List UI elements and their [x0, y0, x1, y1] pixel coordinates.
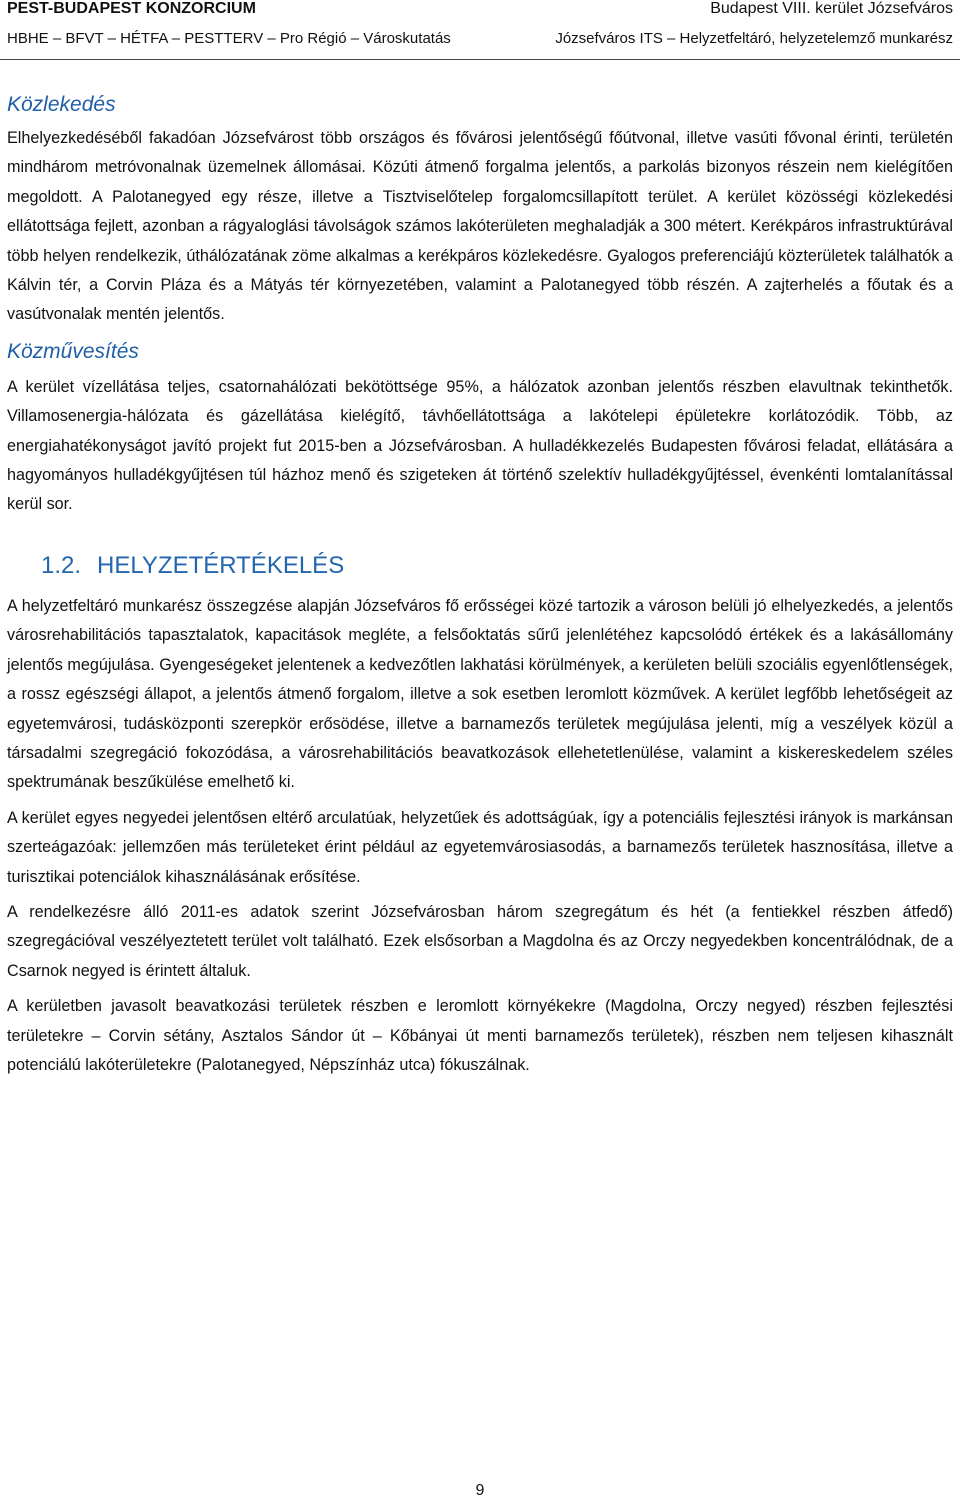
- header-row-top: [7, 0, 953, 18]
- page-content: [7, 90, 953, 1080]
- section-heading-kozlekedes: Közlekedés: [7, 93, 116, 116]
- header-divider: [0, 59, 960, 60]
- paragraph-helyzet-2: A kerület egyes negyedei jelentősen eltérő arculatúak, helyzetűek és adottságúak, így a potenciális fejlesztési irányok is markánsan szerteágazóak: jellemzően más területeket érint például az egyetemvárosiasodás, a barnamezős területek hasznosítása, illetve a turisztikai potenciálok kihasználásának erősítése.: [7, 808, 953, 886]
- paragraph-kozlekedes: Elhelyezkedéséből fakadóan Józsefvárost több országos és fővárosi jelentőségű főútvonal, illetve vasúti fővonal érinti, területén mindhárom metróvonalnak üzemelnek állomásai. Közúti átmenő forgalma jelentős, a parkolás bizonyos részein nem kielégítően megoldott. A Palotanegyed egy része, illetve a Tisztviselőtelep forgalomcsillapított terület. A kerület közösségi közlekedési ellátottsága fejlett, azonban a rágyaloglási távolságok számos lakóterületen meghaladják a 300 métert. Kerékpáros infrastruktúrával több helyen rendelkezik, úthálózatának zöme alkalmas a kerékpáros közlekedésre. Gyalogos preferenciájú közterületek találhatók a Kálvin tér, a Corvin Pláza és a Mátyás tér környezetében, valamint a Palotanegyed több részén. A zajterhelés a főutak és a vasútvonalak mentén jelentős.: [7, 129, 953, 324]
- header-partners: HBHE – BFVT – HÉTFA – PESTTERV – Pro Régió – Városkutatás: [7, 30, 451, 47]
- section-heading-kozmuvesites: Közművesítés: [7, 339, 139, 363]
- header-place: Budapest VIII. kerület Józsefváros: [710, 0, 953, 17]
- chapter-number: 1.2.: [41, 551, 82, 579]
- header-row-bottom: [7, 30, 953, 47]
- chapter-title: HELYZETÉRTÉKELÉS: [97, 551, 345, 579]
- chapter-heading-helyzetertekeles: [41, 550, 953, 582]
- paragraph-helyzet-4: A kerületben javasolt beavatkozási területek részben e leromlott környékekre (Magdolna, Orczy negyed) részben fejlesztési területekre – Corvin sétány, Asztalos Sándor út – Kőbányai út menti barnamezős területek), részben nem teljesen kihasznált potenciálú lakóterületekre (Palotanegyed, Népszínház utca) fókuszálnak.: [7, 997, 953, 1074]
- header-org: PEST-BUDAPEST KONZORCIUM: [7, 0, 256, 17]
- paragraph-helyzet-3: A rendelkezésre álló 2011-es adatok szerint Józsefvárosban három szegregátum és hét (a fentiekkel részben átfedő) szegregációval veszélyeztetett terület volt található. Ezek elsősorban a Magdolna és az Orczy negyedekben koncentrálódnak, de a Csarnok negyed is érintett általuk.: [7, 902, 953, 980]
- paragraph-kozmuvesites: A kerület vízellátása teljes, csatornahálózati bekötöttsége 95%, a hálózatok azonban jelentős részben elavultnak tekinthetők. Villamosenergia-hálózata és gázellátása kielégítő, távhőellátottsága a lakótelepi épületekre korlátozódik. Több, az energiahatékonyságot javító projekt fut 2015-ben a Józsefvárosban. A hulladékkezelés Budapesten fővárosi feladat, ellátására a hagyományos hulladékgyűjtésen túl házhoz menő és szigeteken át történő szelektív hulladékgyűjtéssel, évenkénti lomtalanítással kerül sor.: [7, 377, 953, 514]
- page-number: 9: [475, 1482, 485, 1499]
- page-header: [0, 0, 960, 60]
- paragraph-helyzet-1: A helyzetfeltáró munkarész összegzése alapján Józsefváros fő erősségei közé tartozik a városon belüli jó elhelyezkedés, a jelentős városrehabilitációs tapasztalatok, kapacitások megléte, a felsőoktatás sűrű jelenlétéhez kapcsolódó értékek és a lakásállomány jelentős megújulása. Gyengeségeket jelentenek a kedvezőtlen lakhatási körülmények, a kerületen belüli szociális egyenlőtlenségek, a rossz egészségi állapot, a jelentős átmenő forgalom, illetve a sok esetben leromlott közművek. A kerület legfőbb lehetőségeit az egyetemvárosi, tudásközponti szerepkör erősödése, illetve a barnamezős területek megújulása jelenti, míg a veszélyek közül a társadalmi szegregáció fokozódása, a városrehabilitációs beavatkozások ellehetetlenülése, valamint a kiskereskedelem széles spektrumának beszűkülése emelhető ki.: [7, 596, 953, 792]
- header-doc-title: Józsefváros ITS – Helyzetfeltáró, helyzetelemző munkarész: [555, 30, 953, 47]
